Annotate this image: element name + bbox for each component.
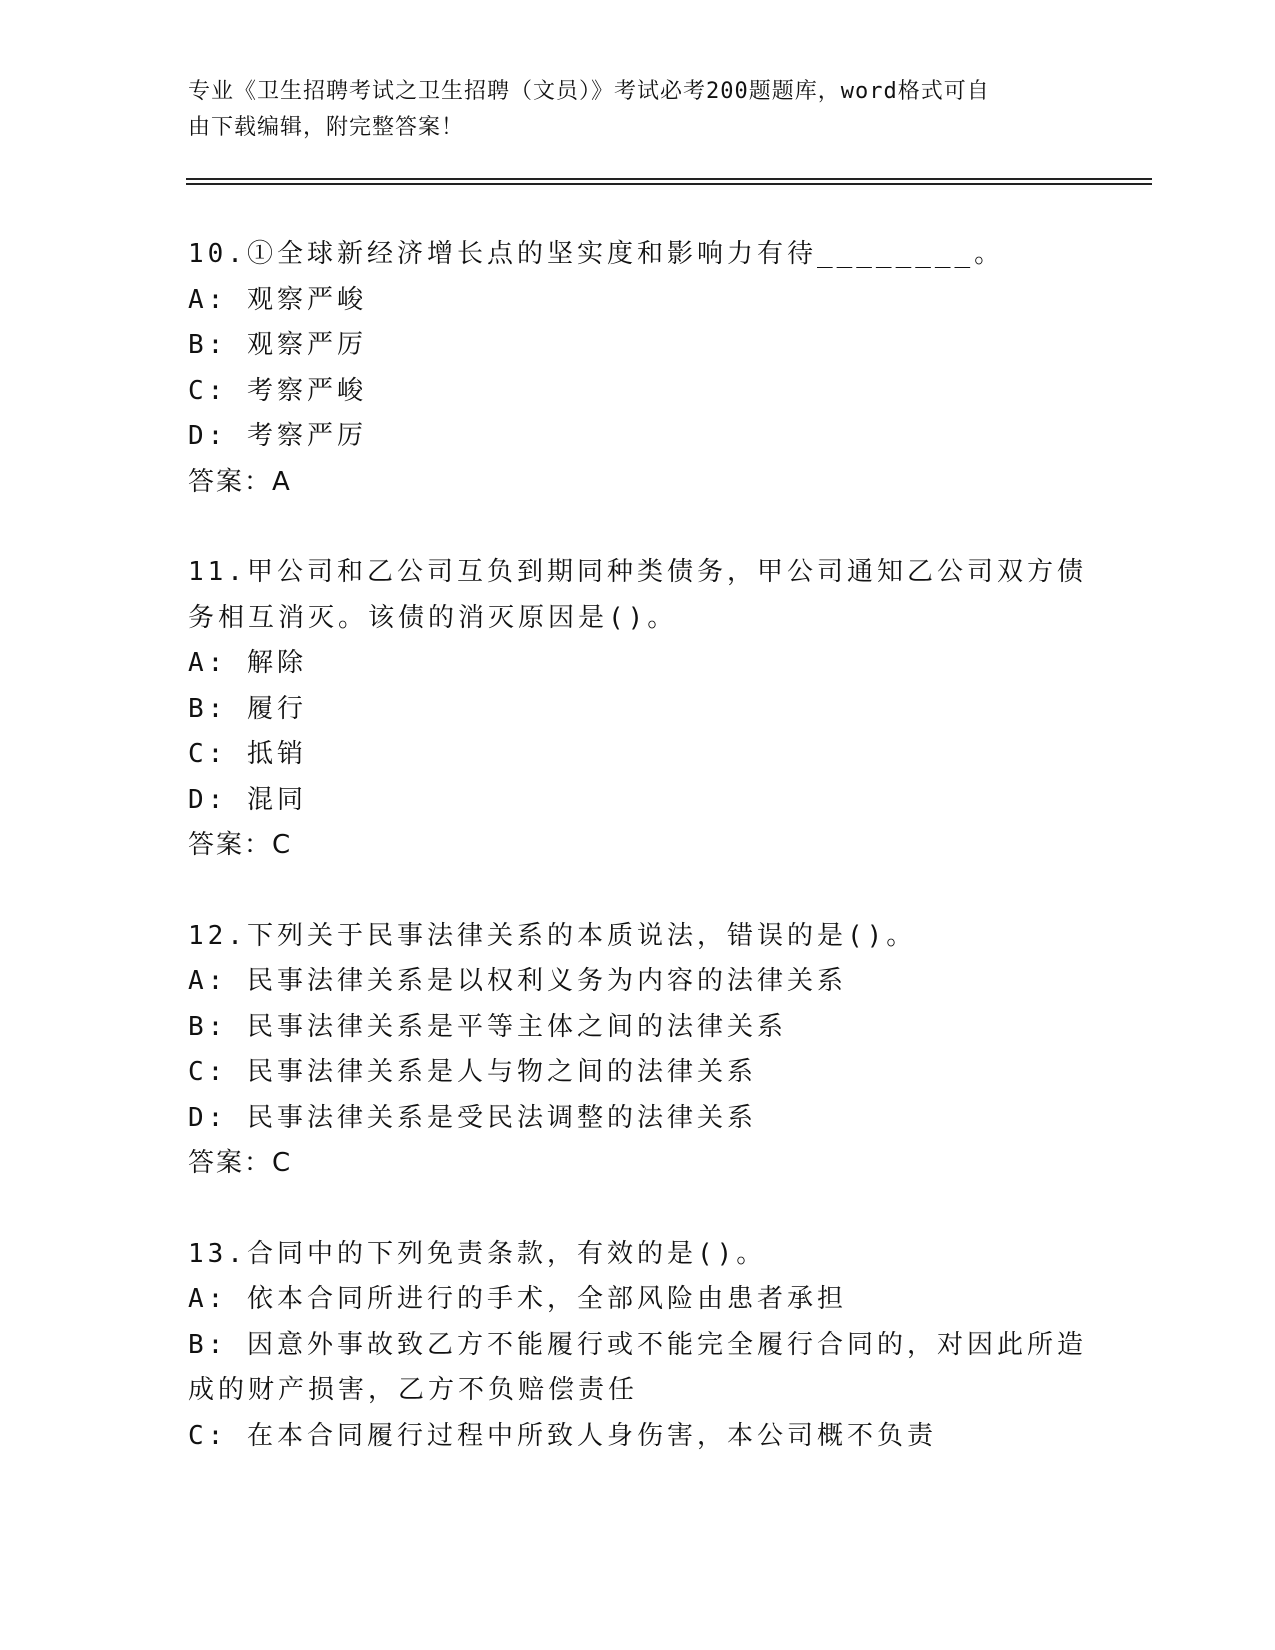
- question-stem: 10.①全球新经济增长点的坚实度和影响力有待________。: [188, 239, 1005, 269]
- option-a: A: 解除: [188, 648, 307, 678]
- question-stem: 12.下列关于民事法律关系的本质说法，错误的是()。: [188, 920, 917, 951]
- question-stem: 13.合同中的下列免责条款，有效的是()。: [188, 1238, 767, 1269]
- option-d: D: 考察严厉: [188, 421, 367, 451]
- option-d: D: 民事法律关系是受民法调整的法律关系: [188, 1102, 757, 1133]
- option-b: B: 民事法律关系是平等主体之间的法律关系: [188, 1011, 787, 1042]
- header-line-2: 由下载编辑，附完整答案！: [188, 115, 465, 140]
- option-a: A: 民事法律关系是以权利义务为内容的法律关系: [188, 966, 847, 996]
- question-12: [188, 914, 1088, 1187]
- option-c: C: 民事法律关系是人与物之间的法律关系: [188, 1057, 757, 1087]
- option-c: C: 在本合同履行过程中所致人身伤害，本公司概不负责: [188, 1420, 937, 1451]
- document-header: [188, 74, 1088, 146]
- option-a: A: 依本合同所进行的手术，全部风险由患者承担: [188, 1284, 847, 1314]
- question-list: [188, 232, 1088, 1504]
- option-a: A: 观察严峻: [188, 284, 367, 315]
- question-11: [188, 550, 1088, 869]
- option-b: B: 观察严厉: [188, 330, 367, 360]
- question-stem: 11.甲公司和乙公司互负到期同种类债务，甲公司通知乙公司双方债务相互消灭。该债的消灭原因是()。: [188, 557, 1087, 633]
- answer-line: 答案：C: [188, 830, 293, 860]
- option-c: C: 考察严峻: [188, 375, 367, 406]
- option-b: B: 因意外事故致乙方不能履行或不能完全履行合同的，对因此所造成的财产损害，乙方不负赔偿责任: [188, 1329, 1087, 1405]
- option-d: D: 混同: [188, 784, 307, 815]
- header-divider-bottom: [186, 183, 1152, 185]
- option-c: C: 抵销: [188, 739, 307, 769]
- option-b: B: 履行: [188, 693, 307, 724]
- header-line-1: 专业《卫生招聘考试之卫生招聘（文员）》考试必考200题题库，word格式可自: [188, 79, 990, 104]
- answer-line: 答案：C: [188, 1148, 293, 1178]
- answer-line: 答案：A: [188, 466, 292, 497]
- header-divider-top: [186, 178, 1152, 180]
- question-10: [188, 232, 1088, 505]
- question-13: [188, 1232, 1088, 1460]
